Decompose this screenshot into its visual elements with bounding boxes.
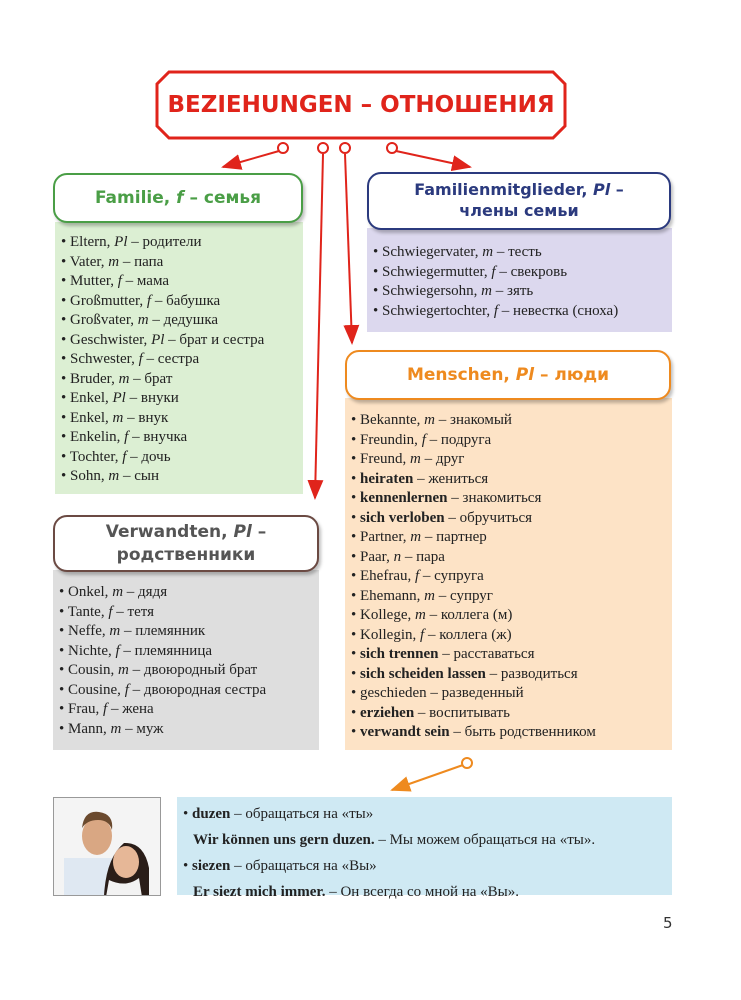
german-term: Onkel,: [68, 584, 113, 600]
russian-translation: – коллега (ж): [424, 626, 512, 643]
gender-marker: f: [420, 626, 425, 643]
menschen-header: Menschen, Pl – люди: [345, 350, 671, 400]
russian-translation: – двоюродный брат: [128, 662, 258, 678]
german-term: Freund,: [360, 451, 411, 467]
gender-marker: f: [146, 292, 152, 309]
gender-marker: f: [117, 273, 122, 289]
gender-marker: m: [410, 451, 421, 467]
gender-marker: m: [112, 409, 124, 426]
german-term: Kollegin,: [360, 626, 421, 643]
gender-marker: Pl: [151, 331, 165, 348]
gender-marker: f: [124, 429, 129, 445]
gender-marker: f: [103, 701, 108, 717]
russian-translation: – тетя: [112, 603, 154, 620]
russian-translation: – супруг: [435, 587, 493, 604]
german-term: verwandt sein: [360, 724, 450, 740]
german-term: heiraten: [360, 470, 414, 487]
german-term: Cousin,: [68, 662, 119, 678]
russian-translation: – обручиться: [444, 509, 533, 526]
russian-translation: – Мы можем обращаться на «ты».: [374, 832, 596, 848]
russian-translation: – муж: [121, 720, 164, 737]
russian-translation: – Он всегда со мной на «Вы».: [325, 884, 519, 900]
gender-marker: m: [109, 623, 121, 639]
russian-translation: – друг: [420, 451, 465, 467]
russian-translation: – партнер: [421, 529, 487, 545]
german-term: Schwiegervater,: [382, 244, 483, 260]
gender-marker: m: [415, 607, 426, 623]
gender-marker: f: [414, 568, 420, 584]
russian-translation: – знакомиться: [447, 490, 542, 506]
german-term: Ehemann,: [360, 587, 425, 604]
german-term: Tante,: [67, 603, 109, 620]
gender-marker: m: [108, 253, 120, 270]
russian-translation: – внуки: [125, 390, 179, 406]
german-term: Wir können uns gern duzen.: [193, 832, 375, 848]
russian-translation: – внук: [123, 409, 169, 426]
german-term: Cousine,: [68, 681, 125, 698]
german-term: Sohn,: [70, 468, 109, 484]
german-term: sich verloben: [360, 509, 445, 526]
german-term: Schwester,: [70, 351, 139, 367]
gender-marker: m: [112, 584, 124, 600]
russian-translation: – дочь: [126, 448, 171, 465]
gender-marker: f: [122, 448, 127, 465]
gender-marker: m: [481, 283, 493, 299]
german-term: Kollege,: [360, 607, 415, 623]
gender-marker: f: [115, 642, 120, 659]
german-term: Schwiegersohn,: [382, 283, 482, 299]
russian-translation: – разведенный: [426, 685, 524, 701]
gender-marker: f: [138, 351, 143, 367]
gender-marker: m: [424, 587, 436, 604]
german-term: geschieden: [360, 685, 427, 701]
german-term: Vater,: [69, 253, 109, 270]
german-term: Großmutter,: [70, 292, 147, 309]
russian-translation: – быть родственником: [449, 724, 596, 740]
gender-marker: n: [393, 548, 402, 565]
russian-translation: – двоюродная сестра: [128, 681, 267, 698]
german-term: Enkel,: [70, 409, 113, 426]
gender-marker: Pl: [114, 234, 128, 250]
gender-marker: f: [491, 263, 496, 280]
russian-translation: – обращаться на «Вы»: [230, 858, 377, 874]
russian-translation: – родители: [127, 234, 202, 250]
gender-marker: f: [124, 681, 129, 698]
german-term: sich trennen: [360, 646, 439, 662]
gender-marker: m: [108, 468, 120, 484]
gender-marker: m: [410, 529, 422, 545]
gender-marker: m: [118, 662, 129, 678]
gender-marker: Pl: [112, 390, 126, 406]
russian-translation: – знакомый: [435, 412, 512, 428]
german-term: Paar,: [360, 548, 394, 565]
russian-translation: – племянник: [120, 623, 206, 639]
german-term: Nichte,: [68, 642, 116, 659]
russian-translation: – коллега (м): [425, 607, 513, 623]
familie-header: Familie, f – семья: [53, 173, 303, 223]
german-term: siezen: [192, 858, 231, 874]
german-term: Mann,: [68, 720, 111, 737]
german-term: Schwiegermutter,: [382, 263, 492, 280]
russian-translation: – свекровь: [495, 263, 568, 280]
verwandten-header: Verwandten, Pl – родственники: [53, 515, 319, 572]
russian-translation: – жениться: [413, 470, 489, 487]
german-term: erziehen: [360, 704, 415, 721]
german-term: Er siezt mich immer.: [193, 884, 326, 900]
gender-marker: m: [110, 720, 122, 737]
german-term: Freundin,: [360, 431, 422, 448]
russian-translation: – супруга: [419, 568, 484, 584]
russian-translation: – подруга: [425, 431, 492, 448]
russian-translation: – расставаться: [438, 646, 535, 662]
german-term: Bruder,: [70, 370, 119, 387]
gender-marker: f: [421, 431, 426, 448]
russian-translation: – обращаться на «ты»: [230, 806, 374, 822]
german-term: Eltern,: [70, 234, 115, 250]
russian-translation: – брат: [129, 370, 173, 387]
russian-translation: – разводиться: [485, 665, 578, 682]
russian-translation: – сестра: [142, 351, 200, 367]
russian-translation: – папа: [119, 253, 164, 270]
german-term: Enkel,: [70, 390, 113, 406]
german-term: kennenlernen: [360, 490, 448, 506]
russian-translation: – невестка (сноха): [498, 302, 619, 319]
german-term: Neffe,: [68, 623, 110, 639]
russian-translation: – мама: [121, 273, 170, 289]
page-number: 5: [663, 914, 673, 932]
mitglieder-header: Familienmitglieder, Pl – члены семьи: [367, 172, 671, 230]
russian-translation: – брат и сестра: [164, 331, 265, 348]
gender-marker: m: [118, 370, 130, 387]
german-term: Enkelin,: [70, 429, 125, 445]
gender-marker: f: [493, 302, 499, 319]
german-term: sich scheiden lassen: [360, 665, 486, 682]
gender-marker: m: [424, 412, 436, 428]
russian-translation: – жена: [107, 701, 154, 717]
german-term: Großvater,: [70, 312, 138, 328]
gender-marker: f: [108, 603, 113, 620]
german-term: Mutter,: [70, 273, 118, 289]
russian-translation: – племянница: [119, 642, 213, 659]
german-term: Bekannte,: [360, 412, 425, 428]
german-term: Tochter,: [69, 448, 123, 465]
german-term: Partner,: [360, 529, 411, 545]
german-term: Ehefrau,: [360, 568, 415, 584]
page-title: BEZIEHUNGEN – ОТНОШЕНИЯ: [155, 70, 567, 140]
gender-marker: m: [137, 312, 149, 328]
german-term: duzen: [192, 806, 231, 822]
russian-translation: – дедушка: [148, 312, 219, 328]
russian-translation: – сын: [119, 468, 159, 484]
german-term: Geschwister,: [70, 331, 152, 348]
russian-translation: – зять: [492, 283, 534, 299]
german-term: Schwiegertochter,: [382, 302, 494, 319]
german-term: Frau,: [68, 701, 104, 717]
russian-translation: – дядя: [123, 584, 168, 600]
russian-translation: – воспитывать: [414, 704, 510, 721]
russian-translation: – тесть: [493, 244, 542, 260]
russian-translation: – бабушка: [151, 292, 221, 309]
gender-marker: m: [482, 244, 494, 260]
russian-translation: – пара: [401, 548, 445, 565]
russian-translation: – внучка: [128, 429, 188, 445]
